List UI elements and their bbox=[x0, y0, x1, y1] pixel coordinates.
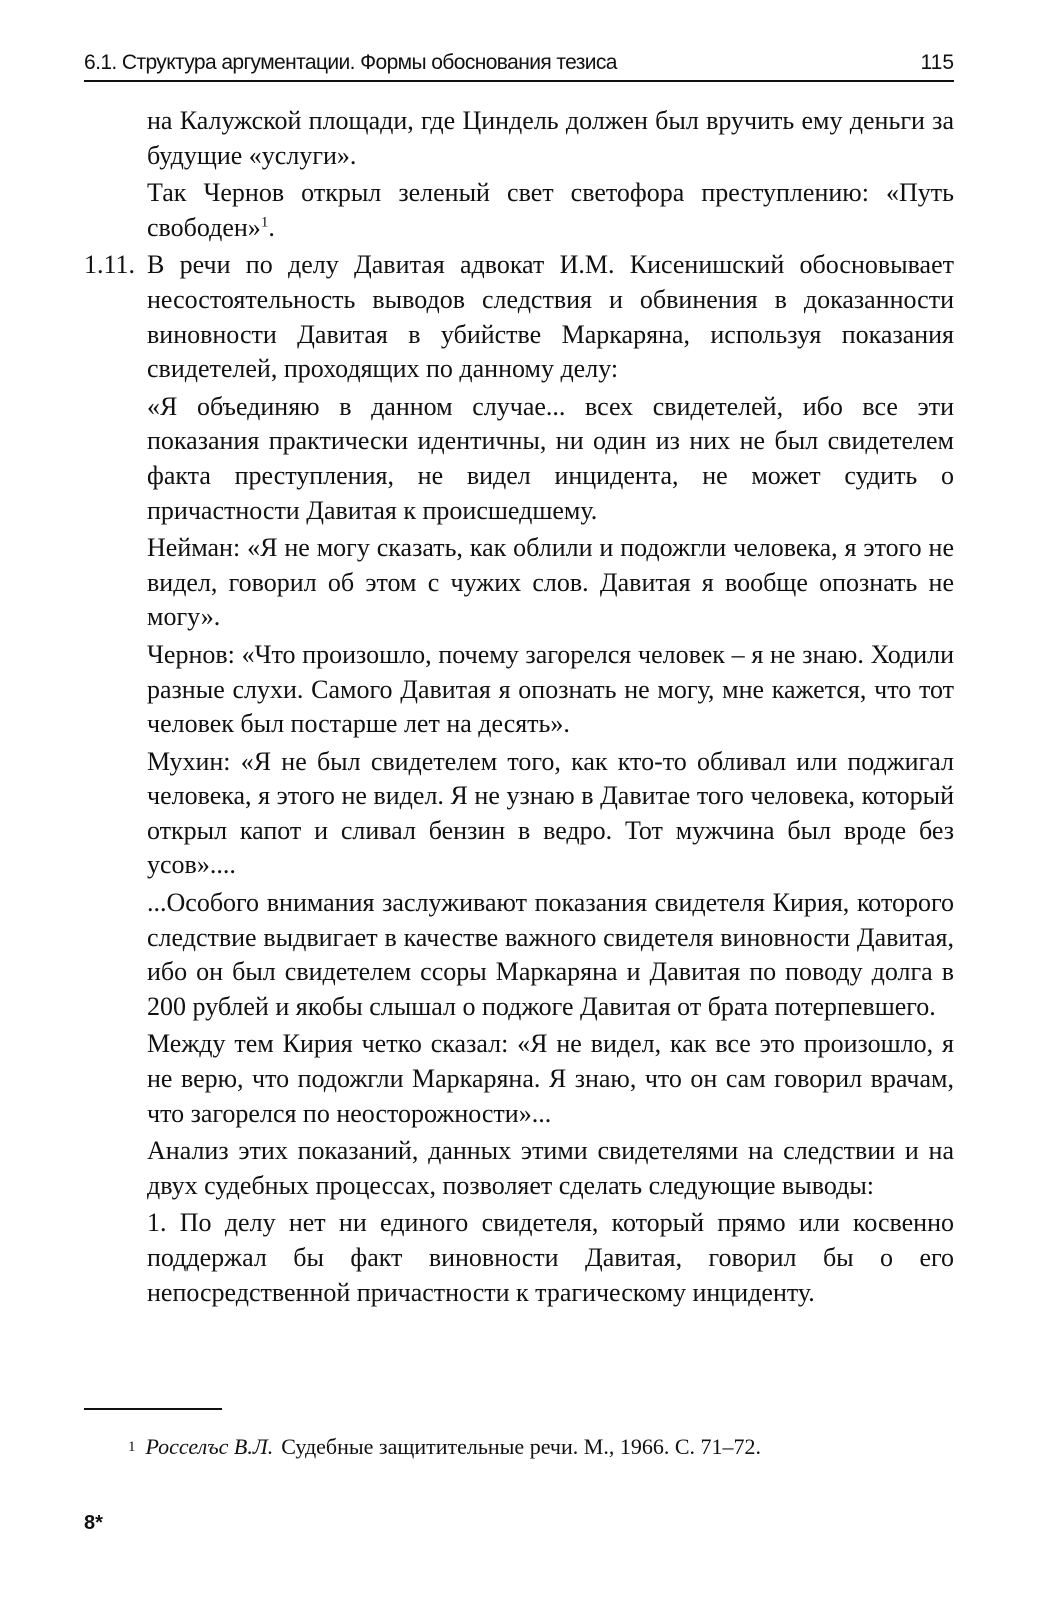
paragraph: «Я объединяю в данном случае... всех свидетелей, ибо все эти показания практически идентичны, ни один из них не был свидетелем факта преступления, не видел инцидента, не может судить о причастности Давитая к происшедшему. bbox=[147, 391, 954, 525]
paragraph: 1. По делу нет ни единого свидетеля, который прямо или косвенно поддержал бы факт виновности Давитая, говорил бы о его непосредственной причастности к трагическому инциденту. bbox=[147, 1208, 954, 1307]
footnote-reference[interactable]: 1 bbox=[260, 214, 269, 231]
paragraph-text: Так Чернов открыл зеленый свет светофора преступлению: «Путь свободен» bbox=[147, 178, 954, 242]
section-number: 1.11. bbox=[84, 250, 136, 280]
footnote-divider bbox=[84, 1408, 222, 1410]
paragraph: Анализ этих показаний, данных этими свидетелями на следствии и на двух судебных процессах, позволяет сделать следующие выводы: bbox=[147, 1136, 954, 1200]
page-number: 115 bbox=[920, 51, 954, 74]
paragraph: на Калужской площади, где Циндель должен был вручить ему деньги за будущие «услуги». bbox=[147, 106, 954, 170]
paragraph bbox=[84, 176, 954, 245]
paragraph: Мухин: «Я не был свидетелем того, как кто-то обливал или поджигал человека, я этого не видел. Я не узнаю в Давитае того человека, который открыл капот и сливал бензин в ведро. Тот мужчина был вроде без усов».... bbox=[147, 746, 954, 880]
footnote-text: Судебные защитительные речи. М., 1966. С. 71–72. bbox=[281, 1434, 761, 1459]
sentence-end: . bbox=[268, 212, 275, 242]
chapter-title: 6.1. Структура аргументации. Формы обоснования тезиса bbox=[84, 51, 617, 74]
paragraph: Чернов: «Что произошло, почему загорелся человек – я не знаю. Ходили разные слухи. Самого Давитая я опознать не могу, мне кажется, что тот человек был постарше лет на десять». bbox=[147, 639, 954, 739]
numbered-paragraph bbox=[84, 248, 954, 386]
body-text bbox=[84, 104, 954, 1313]
footnote-mark: 1 bbox=[128, 1439, 136, 1455]
footnote bbox=[128, 1432, 954, 1462]
running-head bbox=[84, 44, 954, 82]
signature-mark: 8* bbox=[84, 1512, 103, 1534]
paragraph-text: В речи по делу Давитая адвокат И.М. Кисенишский обосновывает несостоятельность выводов следствия и обвинения в доказанности виновности Давитая в убийстве Маркаряна, используя показания свидетелей, проходящих по данному делу: bbox=[147, 250, 954, 384]
paragraph: Между тем Кирия четко сказал: «Я не видел, как все это произошло, я не верю, что подожгли Маркаряна. Я знаю, что он сам говорил врачам, что загорелся по неосторожности»... bbox=[147, 1029, 954, 1128]
paragraph: Нейман: «Я не могу сказать, как облили и подожгли человека, я этого не видел, говорил об этом с чужих слов. Давитая я вообще опознать не могу». bbox=[147, 533, 954, 632]
footnote-author: Росселъс В.Л. bbox=[145, 1434, 274, 1459]
paragraph: ...Особого внимания заслуживают показания свидетеля Кирия, которого следствие выдвигает в качестве важного свидетеля виновности Давитая, ибо он был свидетелем ссоры Маркаряна и Давитая по поводу долга в 200 рублей и якобы слышал о поджоге Давитая от брата потерпевшего. bbox=[147, 888, 954, 1021]
